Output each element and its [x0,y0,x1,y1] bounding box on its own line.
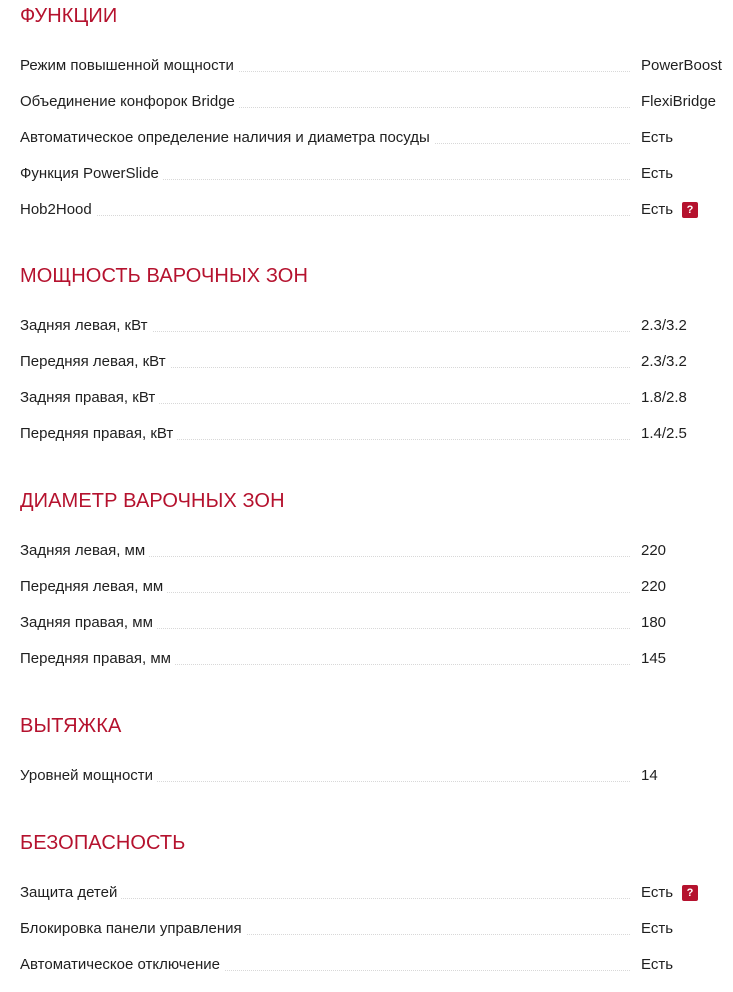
spec-value-cell [641,317,687,335]
spec-row [20,578,733,614]
spec-row [20,956,733,992]
spec-value-cell [641,650,666,668]
spec-value-cell [641,129,673,147]
spec-list [20,317,733,461]
spec-label: Передняя правая, кВт [20,425,177,443]
spec-value-cell [641,353,687,371]
spec-value: Есть [641,884,674,901]
spec-row [20,425,733,461]
section-title: МОЩНОСТЬ ВАРОЧНЫХ ЗОН [20,265,309,287]
spec-list [20,767,733,803]
spec-value: PowerBoost [641,57,722,74]
spec-row [20,542,733,578]
spec-label: Автоматическое отключение [20,956,224,974]
spec-row [20,57,733,93]
spec-value: 1.4/2.5 [641,425,687,442]
section-title: ВЫТЯЖКА [20,715,122,737]
spec-value: 180 [641,614,667,631]
help-icon[interactable]: ? [682,202,698,218]
spec-value: 145 [641,650,667,667]
spec-value-cell [641,956,673,974]
spec-row [20,353,733,389]
spec-value-cell [641,542,666,560]
spec-label: Передняя левая, кВт [20,353,170,371]
spec-value: Есть [641,129,674,146]
spec-list [20,57,733,237]
spec-value-cell [641,767,658,785]
spec-list [20,884,733,992]
spec-label: Функция PowerSlide [20,165,163,183]
spec-label: Передняя левая, мм [20,578,167,596]
spec-row [20,129,733,165]
spec-label: Задняя левая, мм [20,542,149,560]
spec-row [20,884,733,920]
spec-value: FlexiBridge [641,93,717,110]
spec-row [20,650,733,686]
spec-value-cell [641,389,687,407]
spec-value-cell [641,614,666,632]
spec-value: 1.8/2.8 [641,389,687,406]
spec-value-cell [641,165,673,183]
spec-value-cell [641,425,687,443]
spec-row [20,201,733,237]
section-title: БЕЗОПАСНОСТЬ [20,832,186,854]
spec-value: Есть [641,956,674,973]
spec-value-cell [641,57,722,75]
spec-label: Задняя правая, мм [20,614,157,632]
section-title: ФУНКЦИИ [20,5,118,27]
spec-value-cell [641,884,698,902]
spec-row [20,389,733,425]
spec-value: 14 [641,767,658,784]
spec-row [20,93,733,129]
spec-row [20,920,733,956]
spec-row [20,165,733,201]
spec-value: Есть [641,165,674,182]
spec-value-cell [641,578,666,596]
spec-label: Передняя правая, мм [20,650,175,668]
spec-row [20,767,733,803]
spec-value: Есть [641,201,674,218]
spec-value-cell [641,93,716,111]
spec-label: Объединение конфорок Bridge [20,93,239,111]
dotted-leader [20,215,630,216]
spec-label: Hob2Hood [20,201,96,219]
spec-label: Защита детей [20,884,121,902]
spec-value: 220 [641,578,667,595]
spec-value-cell [641,920,673,938]
help-icon[interactable]: ? [682,885,698,901]
spec-value: 2.3/3.2 [641,317,687,334]
spec-label: Автоматическое определение наличия и диаметра посуды [20,129,434,147]
section-title: ДИАМЕТР ВАРОЧНЫХ ЗОН [20,490,285,512]
spec-value: 220 [641,542,667,559]
spec-list [20,542,733,686]
spec-label: Блокировка панели управления [20,920,246,938]
spec-value-cell [641,201,698,219]
spec-label: Уровней мощности [20,767,157,785]
spec-value: 2.3/3.2 [641,353,687,370]
spec-row [20,614,733,650]
spec-value: Есть [641,920,674,937]
spec-label: Задняя левая, кВт [20,317,152,335]
spec-label: Задняя правая, кВт [20,389,159,407]
spec-label: Режим повышенной мощности [20,57,238,75]
spec-row [20,317,733,353]
